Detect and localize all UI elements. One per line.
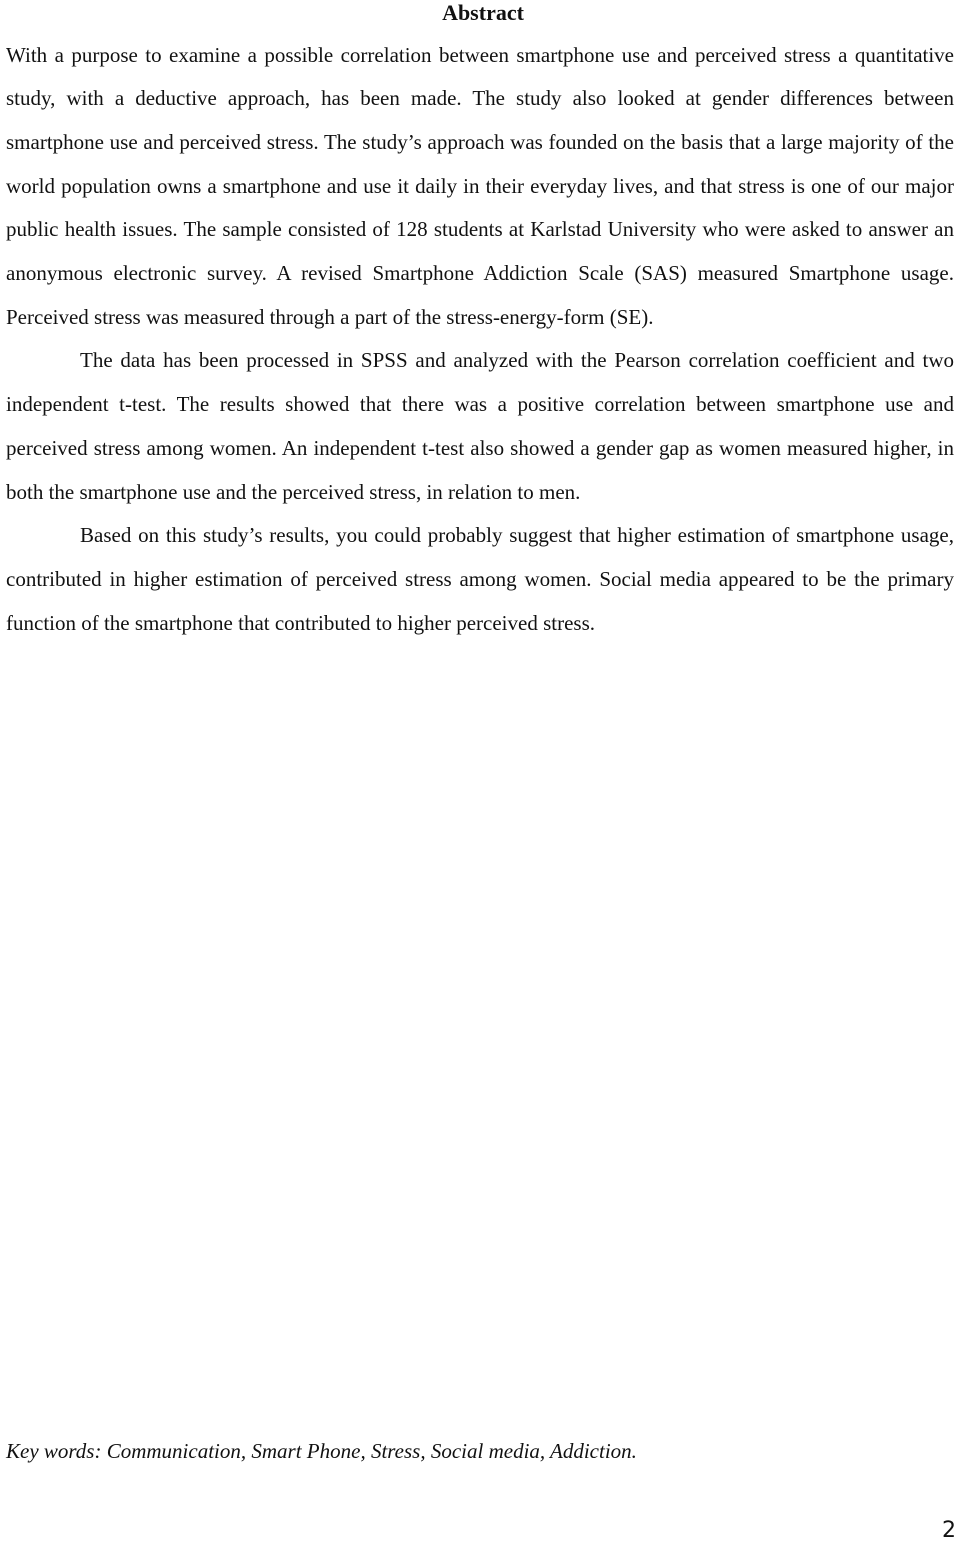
abstract-body [6,34,954,646]
abstract-paragraph-3: Based on this study’s results, you could probably suggest that higher estimation of smartphone usage, contributed in higher estimation of perceived stress among women. Social media appeared to be the primary function of the smartphone that contributed to higher perceived stress. [6,523,954,635]
abstract-paragraph-2: The data has been processed in SPSS and analyzed with the Pearson correlation coefficient and two independent t-test. The results showed that there was a positive correlation between smartphone use and perceived stress among women. An independent t-test also showed a gender gap as women measured higher, in both the smartphone use and the perceived stress, in relation to men. [6,348,954,504]
abstract-title: Abstract [442,0,524,25]
abstract-paragraph-1: With a purpose to examine a possible correlation between smartphone use and perceived stress a quantitative study, with a deductive approach, has been made. The study also looked at gender differences between smartphone use and perceived stress. The study’s approach was founded on the basis that a large majority of the world population owns a smartphone and use it daily in their everyday lives, and that stress is one of our major public health issues. The sample consisted of 128 students at Karlstad University who were asked to answer an anonymous electronic survey. A revised Smartphone Addiction Scale (SAS) measured Smartphone usage. Perceived stress was measured through a part of the stress-energy-form (SE). [6,42,954,329]
page-number: 2 [942,1518,956,1543]
keywords: Key words: Communication, Smart Phone, Stress, Social media, Addiction. [6,1439,637,1463]
